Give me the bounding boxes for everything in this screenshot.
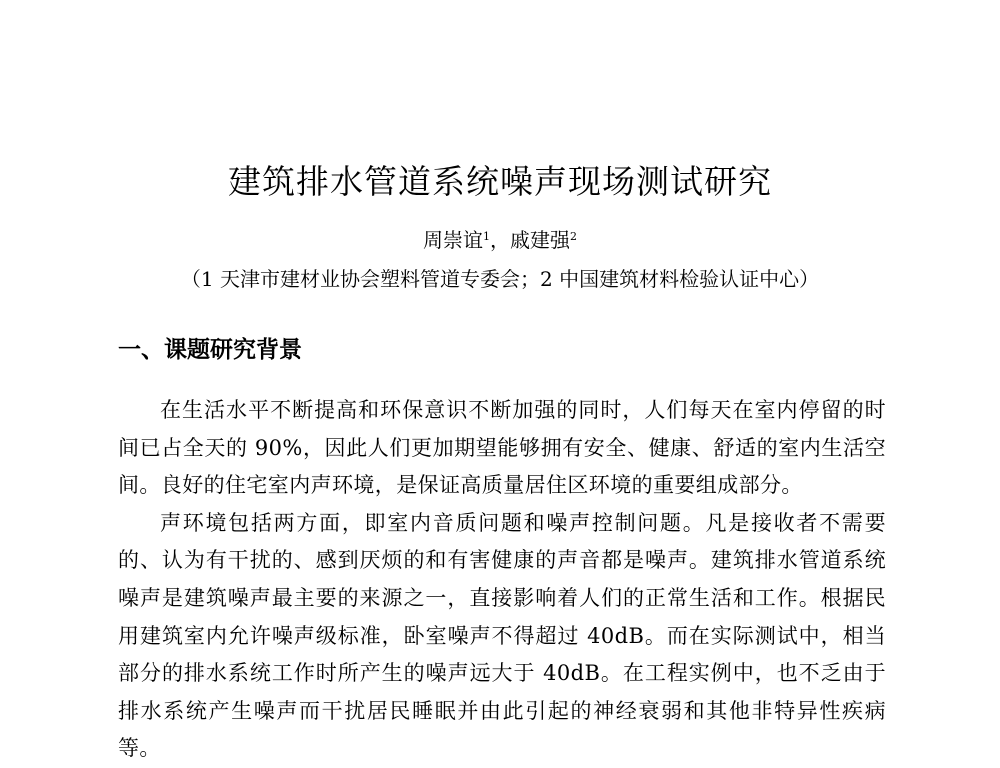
- author-affiliation-marker: 2: [570, 230, 577, 243]
- author-name: 周崇谊: [423, 228, 483, 252]
- paper-title: 建筑排水管道系统噪声现场测试研究: [228, 162, 772, 201]
- body-paragraph: 声环境包括两方面，即室内音质问题和噪声控制问题。凡是接收者不需要的、认为有干扰的、感到厌烦的和有害健康的声音都是噪声。建筑排水管道系统噪声是建筑噪声最主要的来源之一，直接影响着人们的正常生活和工作。根据民用建筑室内允许噪声级标准，卧室噪声不得超过 40dB。而在实际测试中，相当部分的排水系统工作时所产生的噪声远大于 40dB。在工程实例中，也不乏由于排水系统产生噪声而干扰居民睡眠并由此引起的神经衰弱和其他非特异性疾病等。: [118, 510, 886, 761]
- author-name: 戚建强: [510, 228, 570, 252]
- author-affiliation-marker: 1: [483, 230, 490, 243]
- body-paragraph: 在生活水平不断提高和环保意识不断加强的同时，人们每天在室内停留的时间已占全天的 90%，因此人们更加期望能够拥有安全、健康、舒适的室内生活空间。良好的住宅室内声环境，是保证高质量居住区环境的重要组成部分。: [118, 398, 886, 498]
- affiliation-line: （1 天津市建材业协会塑料管道专委会；2 中国建筑材料检验认证中心）: [180, 267, 820, 291]
- author-separator: ，: [490, 228, 510, 252]
- section-heading: 一、课题研究背景: [118, 337, 302, 363]
- section-body: [118, 392, 886, 768]
- author-line: [0, 226, 1000, 254]
